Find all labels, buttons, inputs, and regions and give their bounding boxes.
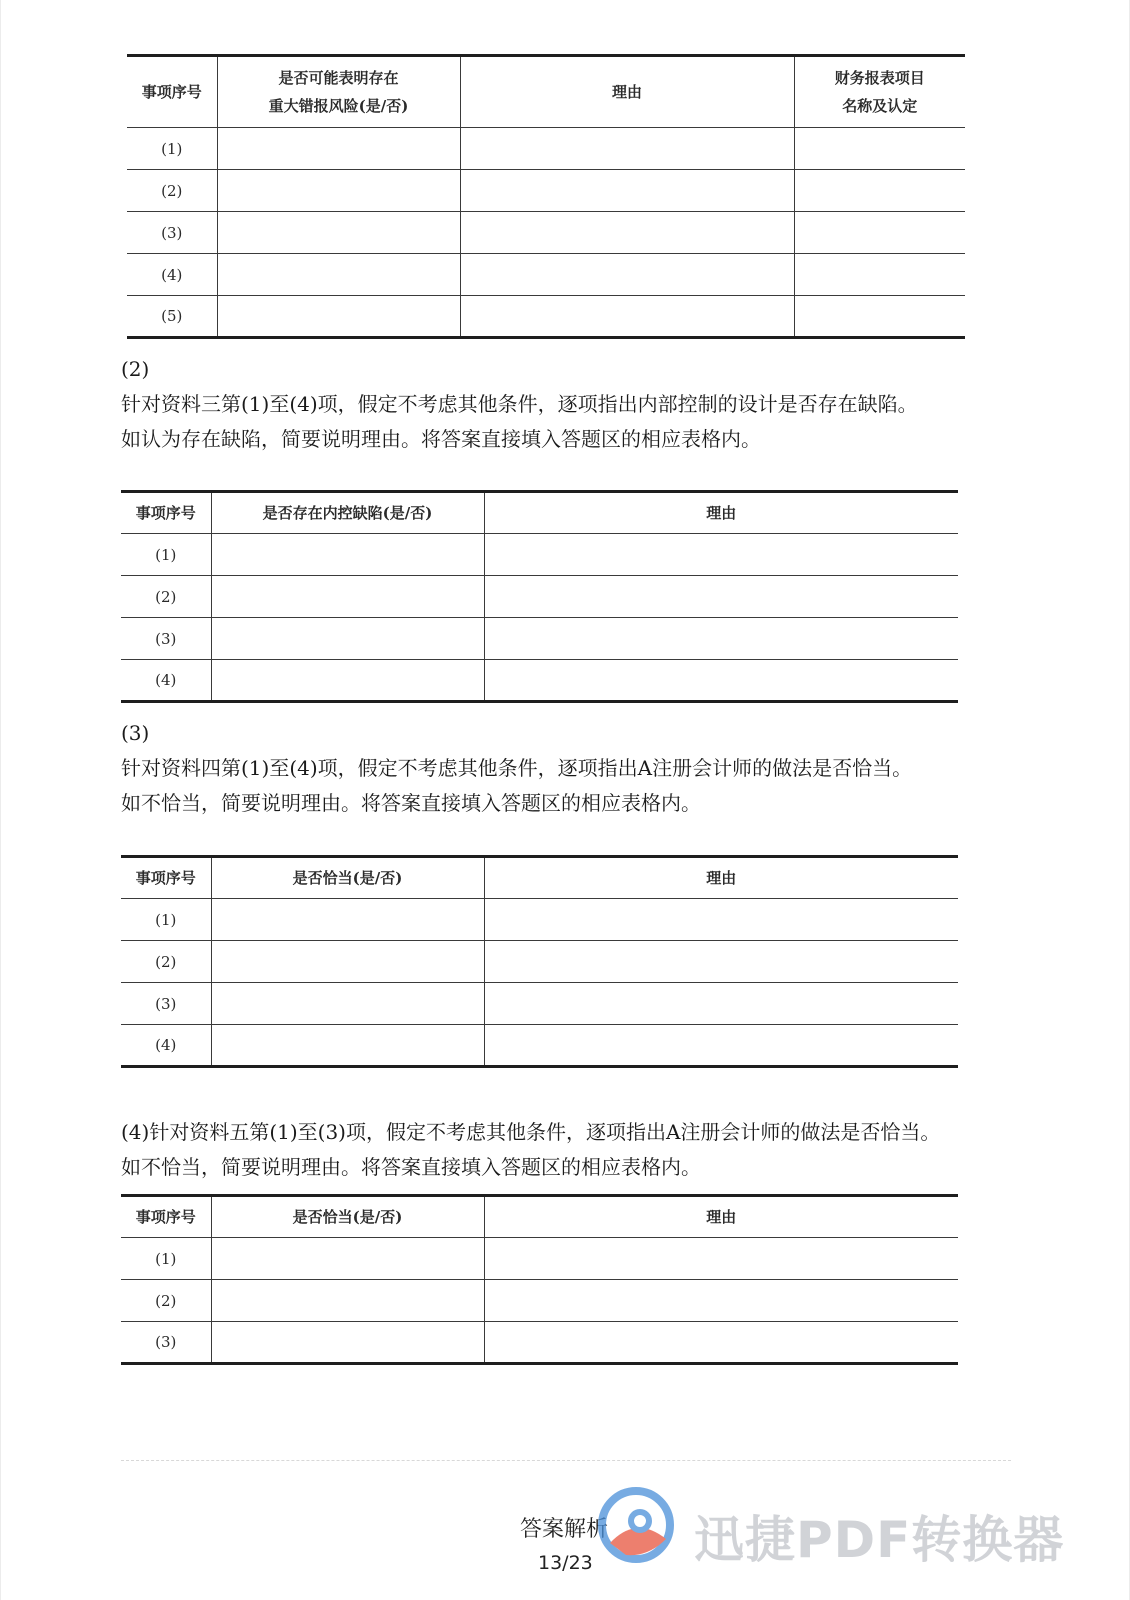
- answer-cell[interactable]: [211, 899, 484, 941]
- table-row: [127, 128, 965, 170]
- answer-cell[interactable]: [211, 941, 484, 983]
- row-number: (4): [121, 1025, 211, 1067]
- row-number: (3): [121, 1322, 211, 1364]
- table-row: [121, 576, 958, 618]
- logo-dot: [631, 1512, 649, 1530]
- answer-cell[interactable]: [211, 1280, 484, 1322]
- question-3-label: (3): [121, 721, 150, 745]
- answer-cell[interactable]: [484, 941, 958, 983]
- answer-cell[interactable]: [794, 170, 965, 212]
- answer-cell[interactable]: [211, 660, 484, 702]
- header-reason: 理由: [460, 56, 794, 128]
- answer-cell[interactable]: [484, 983, 958, 1025]
- table-row: [121, 899, 958, 941]
- row-number: (1): [127, 128, 217, 170]
- question-4-text: [121, 1115, 1011, 1185]
- answer-cell[interactable]: [460, 170, 794, 212]
- row-number: (2): [121, 576, 211, 618]
- answer-table-risk: [127, 54, 965, 339]
- answer-cell[interactable]: [217, 128, 460, 170]
- table-row: [121, 534, 958, 576]
- row-number: (4): [121, 660, 211, 702]
- answer-cell[interactable]: [460, 128, 794, 170]
- answer-cell[interactable]: [211, 618, 484, 660]
- table-row: [121, 1238, 958, 1280]
- answer-cell[interactable]: [484, 1025, 958, 1067]
- row-number: (2): [127, 170, 217, 212]
- table-header-row: [127, 56, 965, 128]
- answer-cell[interactable]: [217, 254, 460, 296]
- answer-cell[interactable]: [211, 983, 484, 1025]
- header-item-number: 事项序号: [121, 857, 211, 899]
- row-number: (3): [121, 983, 211, 1025]
- answer-table-appropriateness-3: [121, 1194, 958, 1365]
- question-3-line-2: 如不恰当，简要说明理由。将答案直接填入答题区的相应表格内。: [121, 791, 701, 815]
- answer-cell[interactable]: [217, 212, 460, 254]
- row-number: (2): [121, 941, 211, 983]
- question-3-line-1: 针对资料四第(1)至(4)项，假定不考虑其他条件，逐项指出A注册会计师的做法是否恰当。: [121, 756, 913, 780]
- answer-cell[interactable]: [794, 296, 965, 338]
- header-reason: 理由: [484, 857, 958, 899]
- table-row: [121, 660, 958, 702]
- table-row: [127, 296, 965, 338]
- header-reason: 理由: [484, 492, 958, 534]
- table-row: [127, 170, 965, 212]
- header-reason: 理由: [484, 1196, 958, 1238]
- answer-cell[interactable]: [484, 660, 958, 702]
- answer-cell[interactable]: [484, 576, 958, 618]
- table-row: [121, 983, 958, 1025]
- answer-cell[interactable]: [217, 170, 460, 212]
- table-row: [121, 1322, 958, 1364]
- answer-cell[interactable]: [794, 254, 965, 296]
- question-2-line-2: 如认为存在缺陷，简要说明理由。将答案直接填入答题区的相应表格内。: [121, 427, 761, 451]
- footer-title: 答案解析: [520, 1517, 609, 1542]
- header-deficiency: 是否存在内控缺陷(是/否): [211, 492, 484, 534]
- question-3-text: [121, 751, 1011, 821]
- answer-cell[interactable]: [794, 128, 965, 170]
- answer-cell[interactable]: [460, 296, 794, 338]
- question-4-line-1: (4)针对资料五第(1)至(3)项，假定不考虑其他条件，逐项指出A注册会计师的做法是否恰当。: [121, 1120, 941, 1144]
- row-number: (3): [121, 618, 211, 660]
- table-row: [121, 618, 958, 660]
- question-2-text: [121, 387, 1011, 457]
- header-item-number: 事项序号: [127, 56, 217, 128]
- answer-table-appropriateness-4: [121, 855, 958, 1068]
- table-header-row: [121, 857, 958, 899]
- question-2-label: (2): [121, 357, 150, 381]
- header-assertion: 财务报表项目 名称及认定: [794, 56, 965, 128]
- answer-cell[interactable]: [484, 1238, 958, 1280]
- page-edge: [0, 0, 1, 1600]
- answer-cell[interactable]: [211, 576, 484, 618]
- table-row: [127, 212, 965, 254]
- row-number: (3): [127, 212, 217, 254]
- question-4-line-2: 如不恰当，简要说明理由。将答案直接填入答题区的相应表格内。: [121, 1155, 701, 1179]
- table-row: [121, 1025, 958, 1067]
- row-number: (2): [121, 1280, 211, 1322]
- page-separator: [121, 1460, 1011, 1461]
- answer-cell[interactable]: [211, 534, 484, 576]
- watermark-logo-icon: [596, 1485, 676, 1565]
- answer-cell[interactable]: [484, 1322, 958, 1364]
- row-number: (1): [121, 899, 211, 941]
- page-number: 13/23: [538, 1552, 593, 1574]
- table-row: [121, 1280, 958, 1322]
- answer-cell[interactable]: [484, 534, 958, 576]
- answer-cell[interactable]: [484, 1280, 958, 1322]
- header-appropriate: 是否恰当(是/否): [211, 1196, 484, 1238]
- answer-cell[interactable]: [484, 618, 958, 660]
- table-row: [121, 941, 958, 983]
- answer-cell[interactable]: [794, 212, 965, 254]
- header-appropriate: 是否恰当(是/否): [211, 857, 484, 899]
- table-row: [127, 254, 965, 296]
- answer-cell[interactable]: [460, 254, 794, 296]
- answer-cell[interactable]: [211, 1322, 484, 1364]
- table-header-row: [121, 492, 958, 534]
- answer-cell[interactable]: [484, 899, 958, 941]
- table-header-row: [121, 1196, 958, 1238]
- header-risk: 是否可能表明存在 重大错报风险(是/否): [217, 56, 460, 128]
- question-2-line-1: 针对资料三第(1)至(4)项，假定不考虑其他条件，逐项指出内部控制的设计是否存在缺陷。: [121, 392, 918, 416]
- header-item-number: 事项序号: [121, 1196, 211, 1238]
- answer-table-control-deficiency: [121, 490, 958, 703]
- row-number: (4): [127, 254, 217, 296]
- answer-cell[interactable]: [217, 296, 460, 338]
- answer-cell[interactable]: [460, 212, 794, 254]
- row-number: (1): [121, 1238, 211, 1280]
- watermark-text: 迅捷PDF转换器: [694, 1511, 1065, 1569]
- row-number: (5): [127, 296, 217, 338]
- answer-cell[interactable]: [211, 1025, 484, 1067]
- header-item-number: 事项序号: [121, 492, 211, 534]
- row-number: (1): [121, 534, 211, 576]
- answer-cell[interactable]: [211, 1238, 484, 1280]
